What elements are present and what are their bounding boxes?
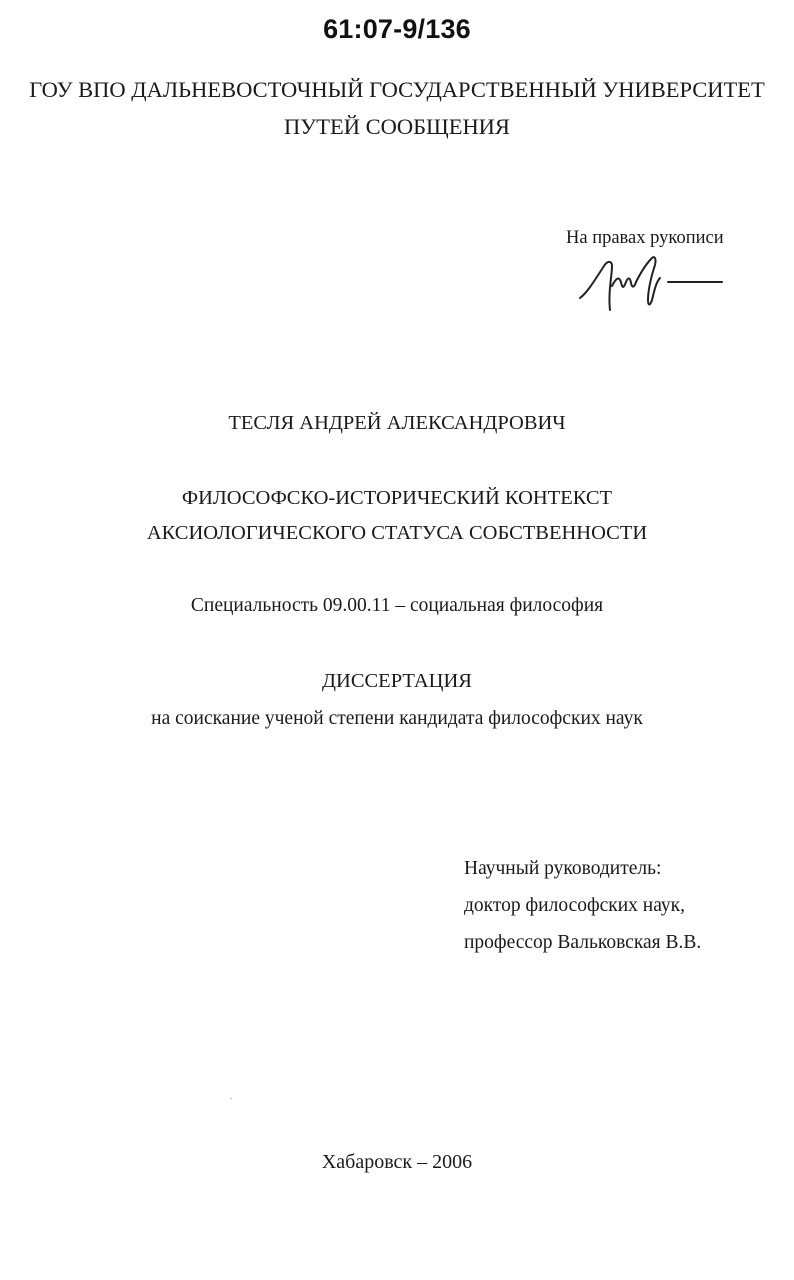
supervisor-name: профессор Вальковская В.В. [464, 932, 702, 953]
university-name-line-2: ПУТЕЙ СООБЩЕНИЯ [284, 114, 510, 139]
thesis-title-line-1: ФИЛОСОФСКО-ИСТОРИЧЕСКИЙ КОНТЕКСТ [181, 487, 613, 509]
thesis-title-line-2: АКСИОЛОГИЧЕСКОГО СТАТУСА СОБСТВЕННОСТИ [146, 522, 648, 544]
manuscript-rights-label: На правах рукописи [566, 228, 724, 248]
university-name-line-1: ГОУ ВПО ДАЛЬНЕВОСТОЧНЫЙ ГОСУДАРСТВЕННЫЙ УНИВЕРСИТЕТ [29, 77, 765, 102]
signature-icon [576, 252, 726, 316]
city-year: Хабаровск – 2006 [321, 1151, 473, 1173]
specialty: Специальность 09.00.11 – социальная философия [190, 595, 604, 616]
document-type: ДИССЕРТАЦИЯ [322, 670, 472, 692]
author-name: ТЕСЛЯ АНДРЕЙ АЛЕКСАНДРОВИЧ [228, 412, 566, 434]
scan-speck [230, 1098, 232, 1099]
supervisor-degree: доктор философских наук, [464, 895, 685, 916]
degree-statement: на соискание ученой степени кандидата философских наук [151, 708, 643, 729]
catalog-number: 61:07-9/136 [323, 14, 471, 44]
supervisor-label: Научный руководитель: [464, 858, 662, 879]
